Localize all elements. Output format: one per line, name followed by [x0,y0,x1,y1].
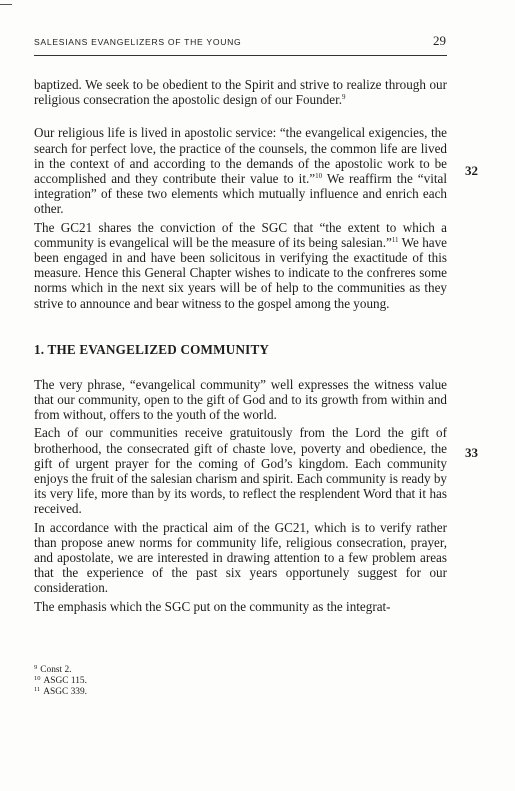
footnotes [34,665,234,698]
footnote-ref: 10 [315,172,323,181]
paragraph: Each of our communities receive gratuitously from the Lord the gift of brotherhood, the consecrated gift of chaste love, poverty and obedience, the gift of urgent prayer for the coming of God’s kingdom. Each community enjoys the fruit of the salesian charism and spirit. Each community is ready by its very life, more than by its words, to reflect the resplendent Word that it has received. [34,425,447,517]
page-number: 29 [433,33,446,48]
paragraph: baptized. We seek to be obedient to the Spirit and strive to realize through our religious consecration the apostolic design of our Founder.$^9$ [34,77,447,108]
paragraph: The GC21 shares the conviction of the SGC that “the extent to which a community is evangelical will be the measure of its being salesian.”$^{11}$ We have been engaged in and have been solicitous in verifying the exactitude of this measure. Hence this General Chapter wishes to indicate to the confreres some norms which in the next six years will be of help to the communities as they strive to announce and bear witness to the gospel among the young. [34,219,447,311]
footnote: $^9$ Const 2. [34,664,72,675]
marginal-number-32: 32 [465,163,478,178]
section-heading: 1. THE EVANGELIZED COMMUNITY [34,341,270,357]
body-text [34,73,447,614]
marginal-number-33: 33 [465,445,478,460]
footnote: $^{10}$ ASGC 115. [34,675,87,686]
running-head: SALESIANS EVANGELIZERS OF THE YOUNG [34,37,242,47]
paragraph: In accordance with the practical aim of the GC21, which is to verify rather than propose anew norms for community life, religious consecration, prayer, and apostolate, we are interested in drawing attention to a few problem areas that the experience of the past six years opportunely suggest for our consideration. [34,519,447,596]
paragraph: The emphasis which the SGC put on the community as the integrat- [34,598,391,614]
paragraph: Our religious life is lived in apostolic service: “the evangelical exigencies, the search for perfect love, the practice of the counsels, the common life are lived in the context of and according to the demands of the apostolic work to be accomplished and they contribute their value to it.”$^{10}$ We reaffirm the “vital integration” of these two elements which mutually influence and enrich each other. [34,125,447,217]
footnote: $^{11}$ ASGC 339. [34,686,88,697]
page-header [34,33,448,51]
paragraph: The very phrase, “evangelical community” well expresses the witness value that our community, open to the gift of God and to its growth from within and from without, offers to the youth of the world. [34,376,447,423]
footnote-ref: 11 [391,235,399,244]
corner-mark [0,4,12,5]
header-rule [34,55,447,56]
footnote-ref: 9 [342,93,346,102]
